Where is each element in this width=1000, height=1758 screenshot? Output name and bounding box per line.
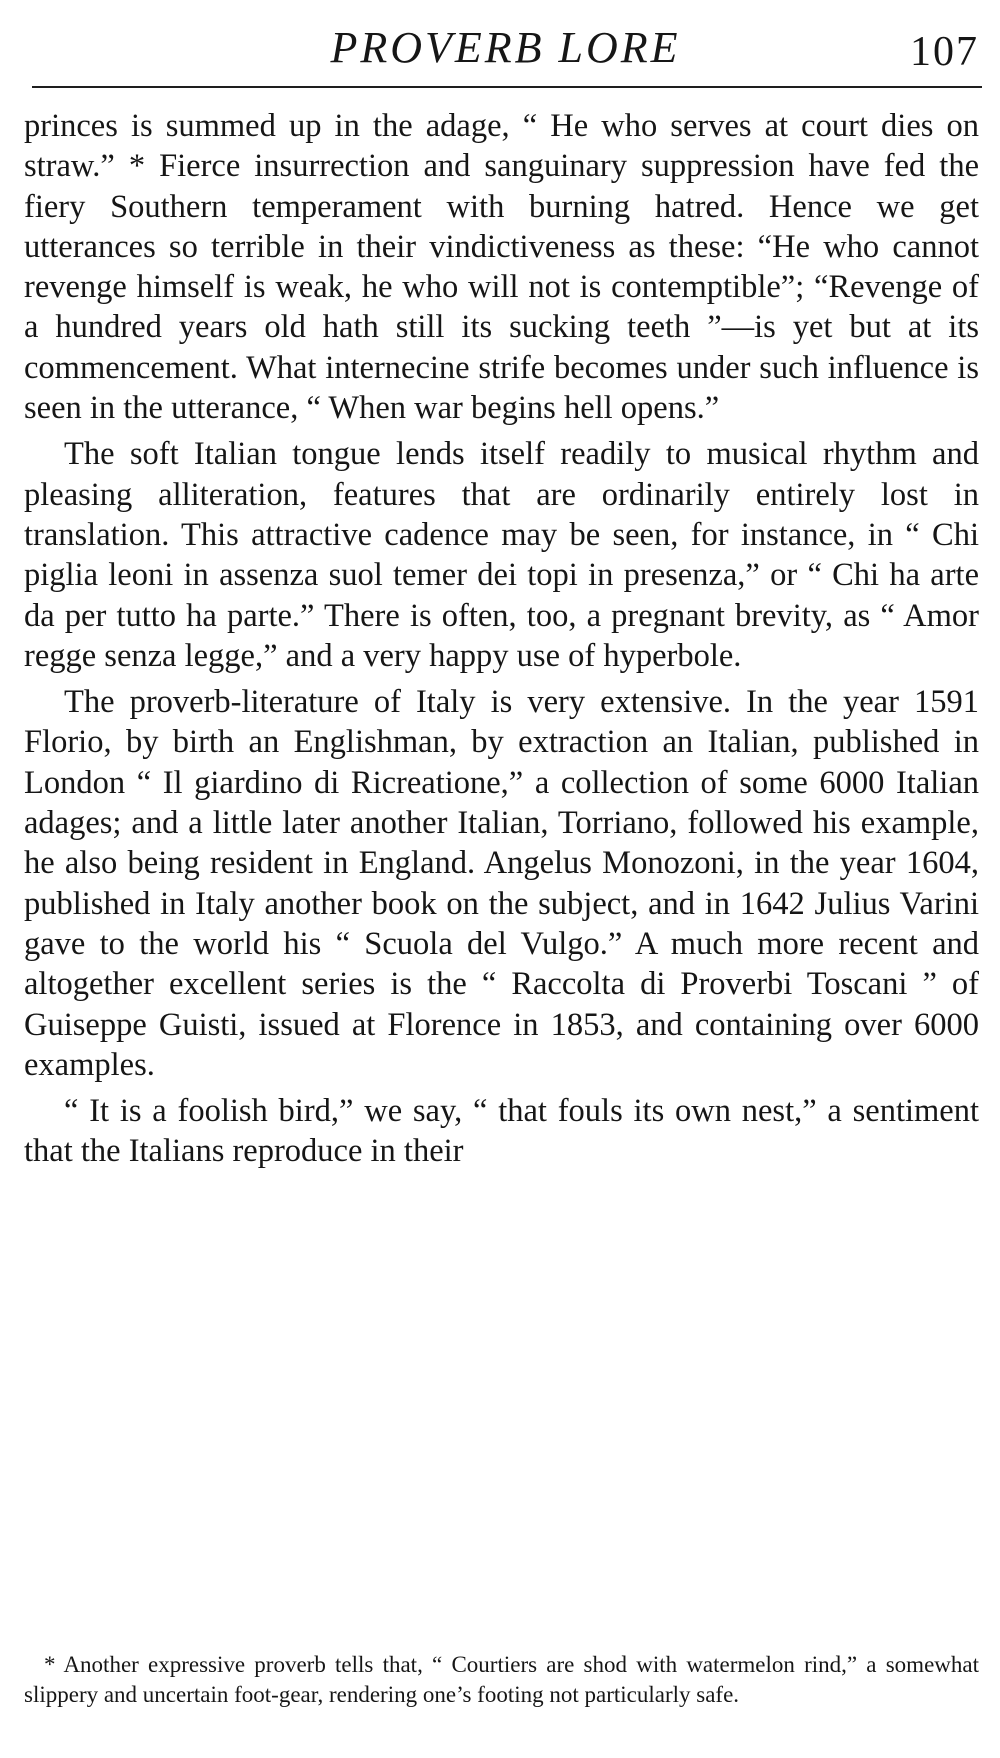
paragraph-2: The soft Italian tongue lends itself readily to musical rhythm and pleasing alliteration, features that are ordinarily entirely lost in translation. This attractive cadence may be seen, for instance, in “ Chi piglia leoni in assenza suol temer dei topi in presenza,” or “ Chi ha arte da per tutto ha parte.” There is often, too, a pregnant brevity, as “ Amor regge senza legge,” and a very happy use of hyperbole. [24, 436, 979, 674]
body-text [24, 106, 979, 1178]
running-title: PROVERB LORE [330, 23, 681, 72]
paragraph-1: princes is summed up in the adage, “ He who serves at court dies on straw.” * Fierce insurrection and sanguinary suppression have fed the fiery Southern temperament with burning hatred. Hence we get utterances so terrible in their vindictiveness as these: “He who cannot revenge himself is weak, he who will not is contemptible”; “Revenge of a hundred years old hath still its sucking teeth ”—is yet but at its commencement. What internecine strife becomes under such influence is seen in the utterance, “ When war begins hell opens.” [24, 108, 979, 427]
page-number: 107 [910, 29, 979, 75]
paragraph-4: “ It is a foolish bird,” we say, “ that fouls its own nest,” a sentiment that the Italians reproduce in their [24, 1093, 979, 1170]
footnote: * Another expressive proverb tells that, “ Courtiers are shod with watermelon rind,” a somewhat slippery and uncertain foot-gear, rendering one’s footing not particularly safe. [24, 1652, 979, 1707]
paragraph-3: The proverb-literature of Italy is very extensive. In the year 1591 Florio, by birth an Englishman, by extraction an Italian, published in London “ Il giardino di Ricreatione,” a collection of some 6000 Italian adages; and a little later another Italian, Torriano, followed his example, he also being resident in England. Angelus Monozoni, in the year 1604, published in Italy another book on the subject, and in 1642 Julius Varini gave to the world his “ Scuola del Vulgo.” A much more recent and altogether excellent series is the “ Raccolta di Proverbi Toscani ” of Guiseppe Guisti, issued at Florence in 1853, and containing over 6000 examples. [24, 684, 979, 1083]
page-header [28, 20, 983, 90]
header-rule [32, 86, 982, 88]
